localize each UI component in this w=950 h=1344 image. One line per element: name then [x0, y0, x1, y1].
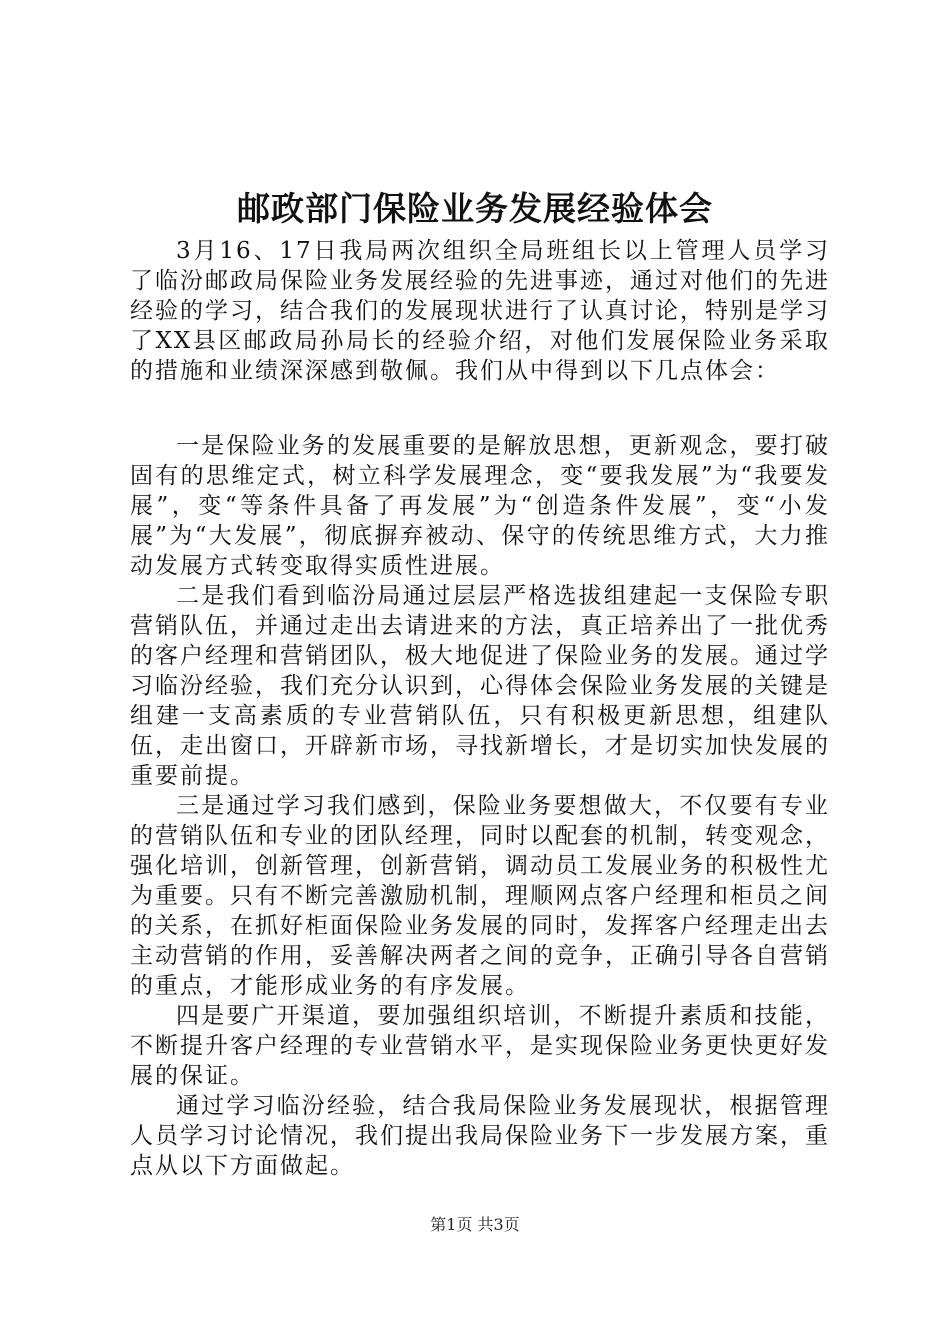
paragraph-point-3: 三是通过学习我们感到，保险业务要想做大，不仅要有专业的营销队伍和专业的团队经理，同时以配套的机制，转变观念，强化培训，创新管理，创新营销，调动员工发展业务的积极性尤为重要。只有不断完善激励机制，理顺网点客户经理和柜员之间的关系，在抓好柜面保险业务发展的同时，发挥客户经理走出去主动营销的作用，妥善解决两者之间的竞争，正确引导各自营销的重点，才能形成业务的有序发展。 — [130, 793, 830, 999]
paragraph-point-4: 四是要广开渠道，要加强组织培训，不断提升素质和技能，不断提升客户经理的专业营销水平，是实现保险业务更快更好发展的保证。 — [130, 1003, 830, 1089]
document-title: 邮政部门保险业务发展经验体会 — [237, 189, 713, 228]
paragraph-spacer — [130, 386, 830, 431]
document-body — [130, 236, 830, 1181]
page-number: 第1页 共3页 — [430, 1215, 520, 1234]
paragraph-conclusion: 通过学习临汾经验，结合我局保险业务发展现状，根据管理人员学习讨论情况，我们提出我局保险业务下一步发展方案，重点从以下方面做起。 — [130, 1093, 830, 1179]
paragraph-point-1: 一是保险业务的发展重要的是解放思想，更新观念，要打破固有的思维定式，树立科学发展理念，变“要我发展”为“我要发展”，变“等条件具备了再发展”为“创造条件发展”，变“小发展”为“大发展”，彻底摒弃被动、保守的传统思维方式，大力推动发展方式转变取得实质性进展。 — [130, 433, 830, 579]
paragraph-point-2: 二是我们看到临汾局通过层层严格选拔组建起一支保险专职营销队伍，并通过走出去请进来的方法，真正培养出了一批优秀的客户经理和营销团队，极大地促进了保险业务的发展。通过学习临汾经验，我们充分认识到，心得体会保险业务发展的关键是组建一支高素质的专业营销队伍，只有积极更新思想，组建队伍，走出窗口，开辟新市场，寻找新增长，才是切实加快发展的重要前提。 — [130, 583, 830, 789]
paragraph-intro: 3月16、17日我局两次组织全局班组长以上管理人员学习了临汾邮政局保险业务发展经验的先进事迹，通过对他们的先进经验的学习，结合我们的发展现状进行了认真讨论，特别是学习了XX县区邮政局孙局长的经验介绍，对他们发展保险业务采取的措施和业绩深深感到敬佩。我们从中得到以下几点体会： — [130, 238, 830, 384]
